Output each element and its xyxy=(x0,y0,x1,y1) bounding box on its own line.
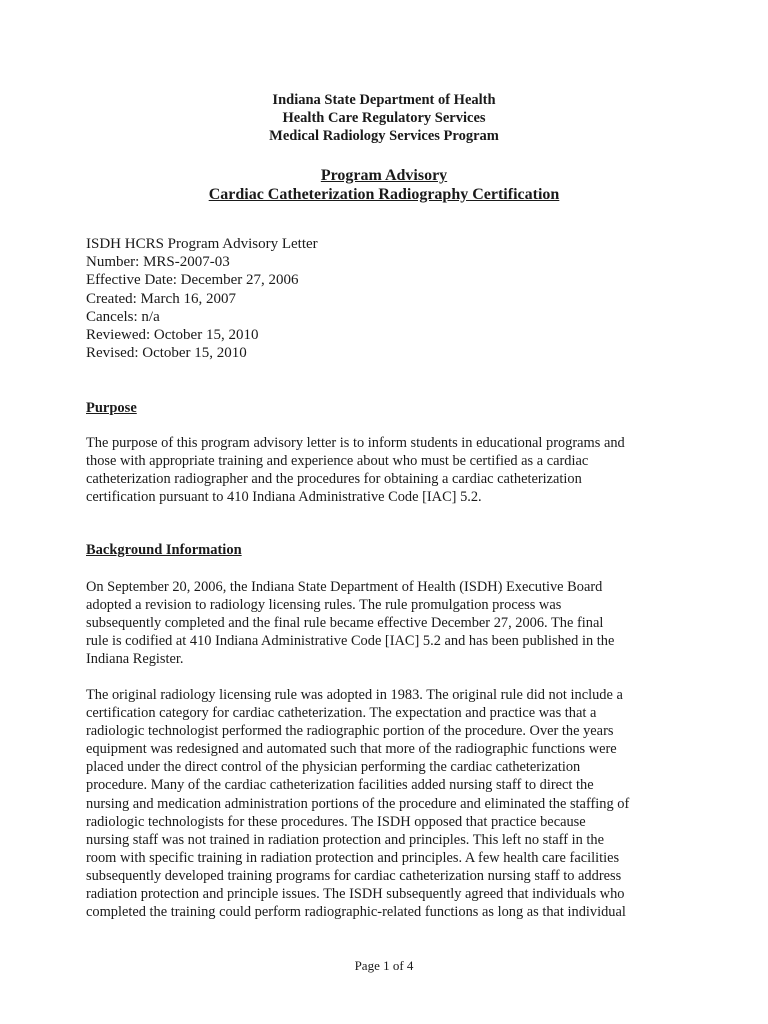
paragraph-line: catheterization radiographer and the procedures for obtaining a cardiac catheterization xyxy=(86,471,582,488)
paragraph-line: On September 20, 2006, the Indiana State Department of Health (ISDH) Executive Board xyxy=(86,579,603,595)
agency-header xyxy=(0,91,768,145)
background-paragraph-2 xyxy=(86,686,686,921)
paragraph-line: adopted a revision to radiology licensing rules. The rule promulgation process was xyxy=(86,597,562,614)
meta-line-created: Created: March 16, 2007 xyxy=(86,290,236,307)
paragraph-line: radiologic technologists for these procedures. The ISDH opposed that practice because xyxy=(86,813,586,830)
paragraph-line: nursing staff was not trained in radiation protection and principles. This left no staff in the xyxy=(86,831,604,848)
paragraph-line: radiologic technologist performed the radiographic portion of the procedure. Over the years xyxy=(86,723,614,740)
paragraph-line: radiation protection and principle issues. The ISDH subsequently agreed that individuals who xyxy=(86,886,625,903)
advisory-title: Program Advisory xyxy=(320,167,448,184)
meta-line-effective-date: Effective Date: December 27, 2006 xyxy=(86,272,299,289)
paragraph-line: certification category for cardiac catheterization. The expectation and practice was that a xyxy=(86,705,597,722)
advisory-subtitle: Cardiac Catheterization Radiography Certification xyxy=(208,186,560,203)
meta-line-cancels: Cancels: n/a xyxy=(86,308,160,325)
page-number: Page 1 of 4 xyxy=(354,958,414,973)
paragraph-line: The original radiology licensing rule was adopted in 1983. The original rule did not include a xyxy=(86,687,623,703)
paragraph-line: placed under the direct control of the physician performing the cardiac catheterization xyxy=(86,759,581,776)
meta-line-number: Number: MRS-2007-03 xyxy=(86,254,230,271)
program-name: Medical Radiology Services Program xyxy=(269,128,499,144)
background-heading: Background Information xyxy=(86,542,242,558)
paragraph-line: completed the training could perform radiographic-related functions as long as that individual xyxy=(86,904,626,921)
paragraph-line: subsequently completed and the final rule became effective December 27, 2006. The final xyxy=(86,615,604,632)
meta-line-letter-type: ISDH HCRS Program Advisory Letter xyxy=(86,236,318,252)
division-name: Health Care Regulatory Services xyxy=(282,110,486,126)
paragraph-line: room with specific training in radiation protection and principles. A few health care facilities xyxy=(86,849,620,866)
paragraph-line: The purpose of this program advisory letter is to inform students in educational programs and xyxy=(86,435,625,451)
paragraph-line: rule is codified at 410 Indiana Administrative Code [IAC] 5.2 and has been published in the xyxy=(86,633,615,650)
purpose-heading: Purpose xyxy=(86,400,137,416)
letter-metadata xyxy=(86,235,318,362)
meta-line-revised: Revised: October 15, 2010 xyxy=(86,345,247,362)
background-paragraph-1 xyxy=(86,578,686,668)
paragraph-line: Indiana Register. xyxy=(86,651,184,668)
paragraph-line: nursing and medication administration portions of the procedure and eliminated the staffing of xyxy=(86,795,630,812)
paragraph-line: equipment was redesigned and automated such that more of the radiographic functions were xyxy=(86,741,617,758)
purpose-paragraph xyxy=(86,434,686,506)
paragraph-line: certification pursuant to 410 Indiana Administrative Code [IAC] 5.2. xyxy=(86,489,482,506)
advisory-title-block xyxy=(0,166,768,204)
agency-name: Indiana State Department of Health xyxy=(272,92,496,108)
meta-line-reviewed: Reviewed: October 15, 2010 xyxy=(86,327,259,344)
paragraph-line: procedure. Many of the cardiac catheterization facilities added nursing staff to direct the xyxy=(86,777,594,794)
paragraph-line: subsequently developed training programs for cardiac catheterization nursing staff to address xyxy=(86,867,622,884)
paragraph-line: those with appropriate training and experience about who must be certified as a cardiac xyxy=(86,453,589,470)
